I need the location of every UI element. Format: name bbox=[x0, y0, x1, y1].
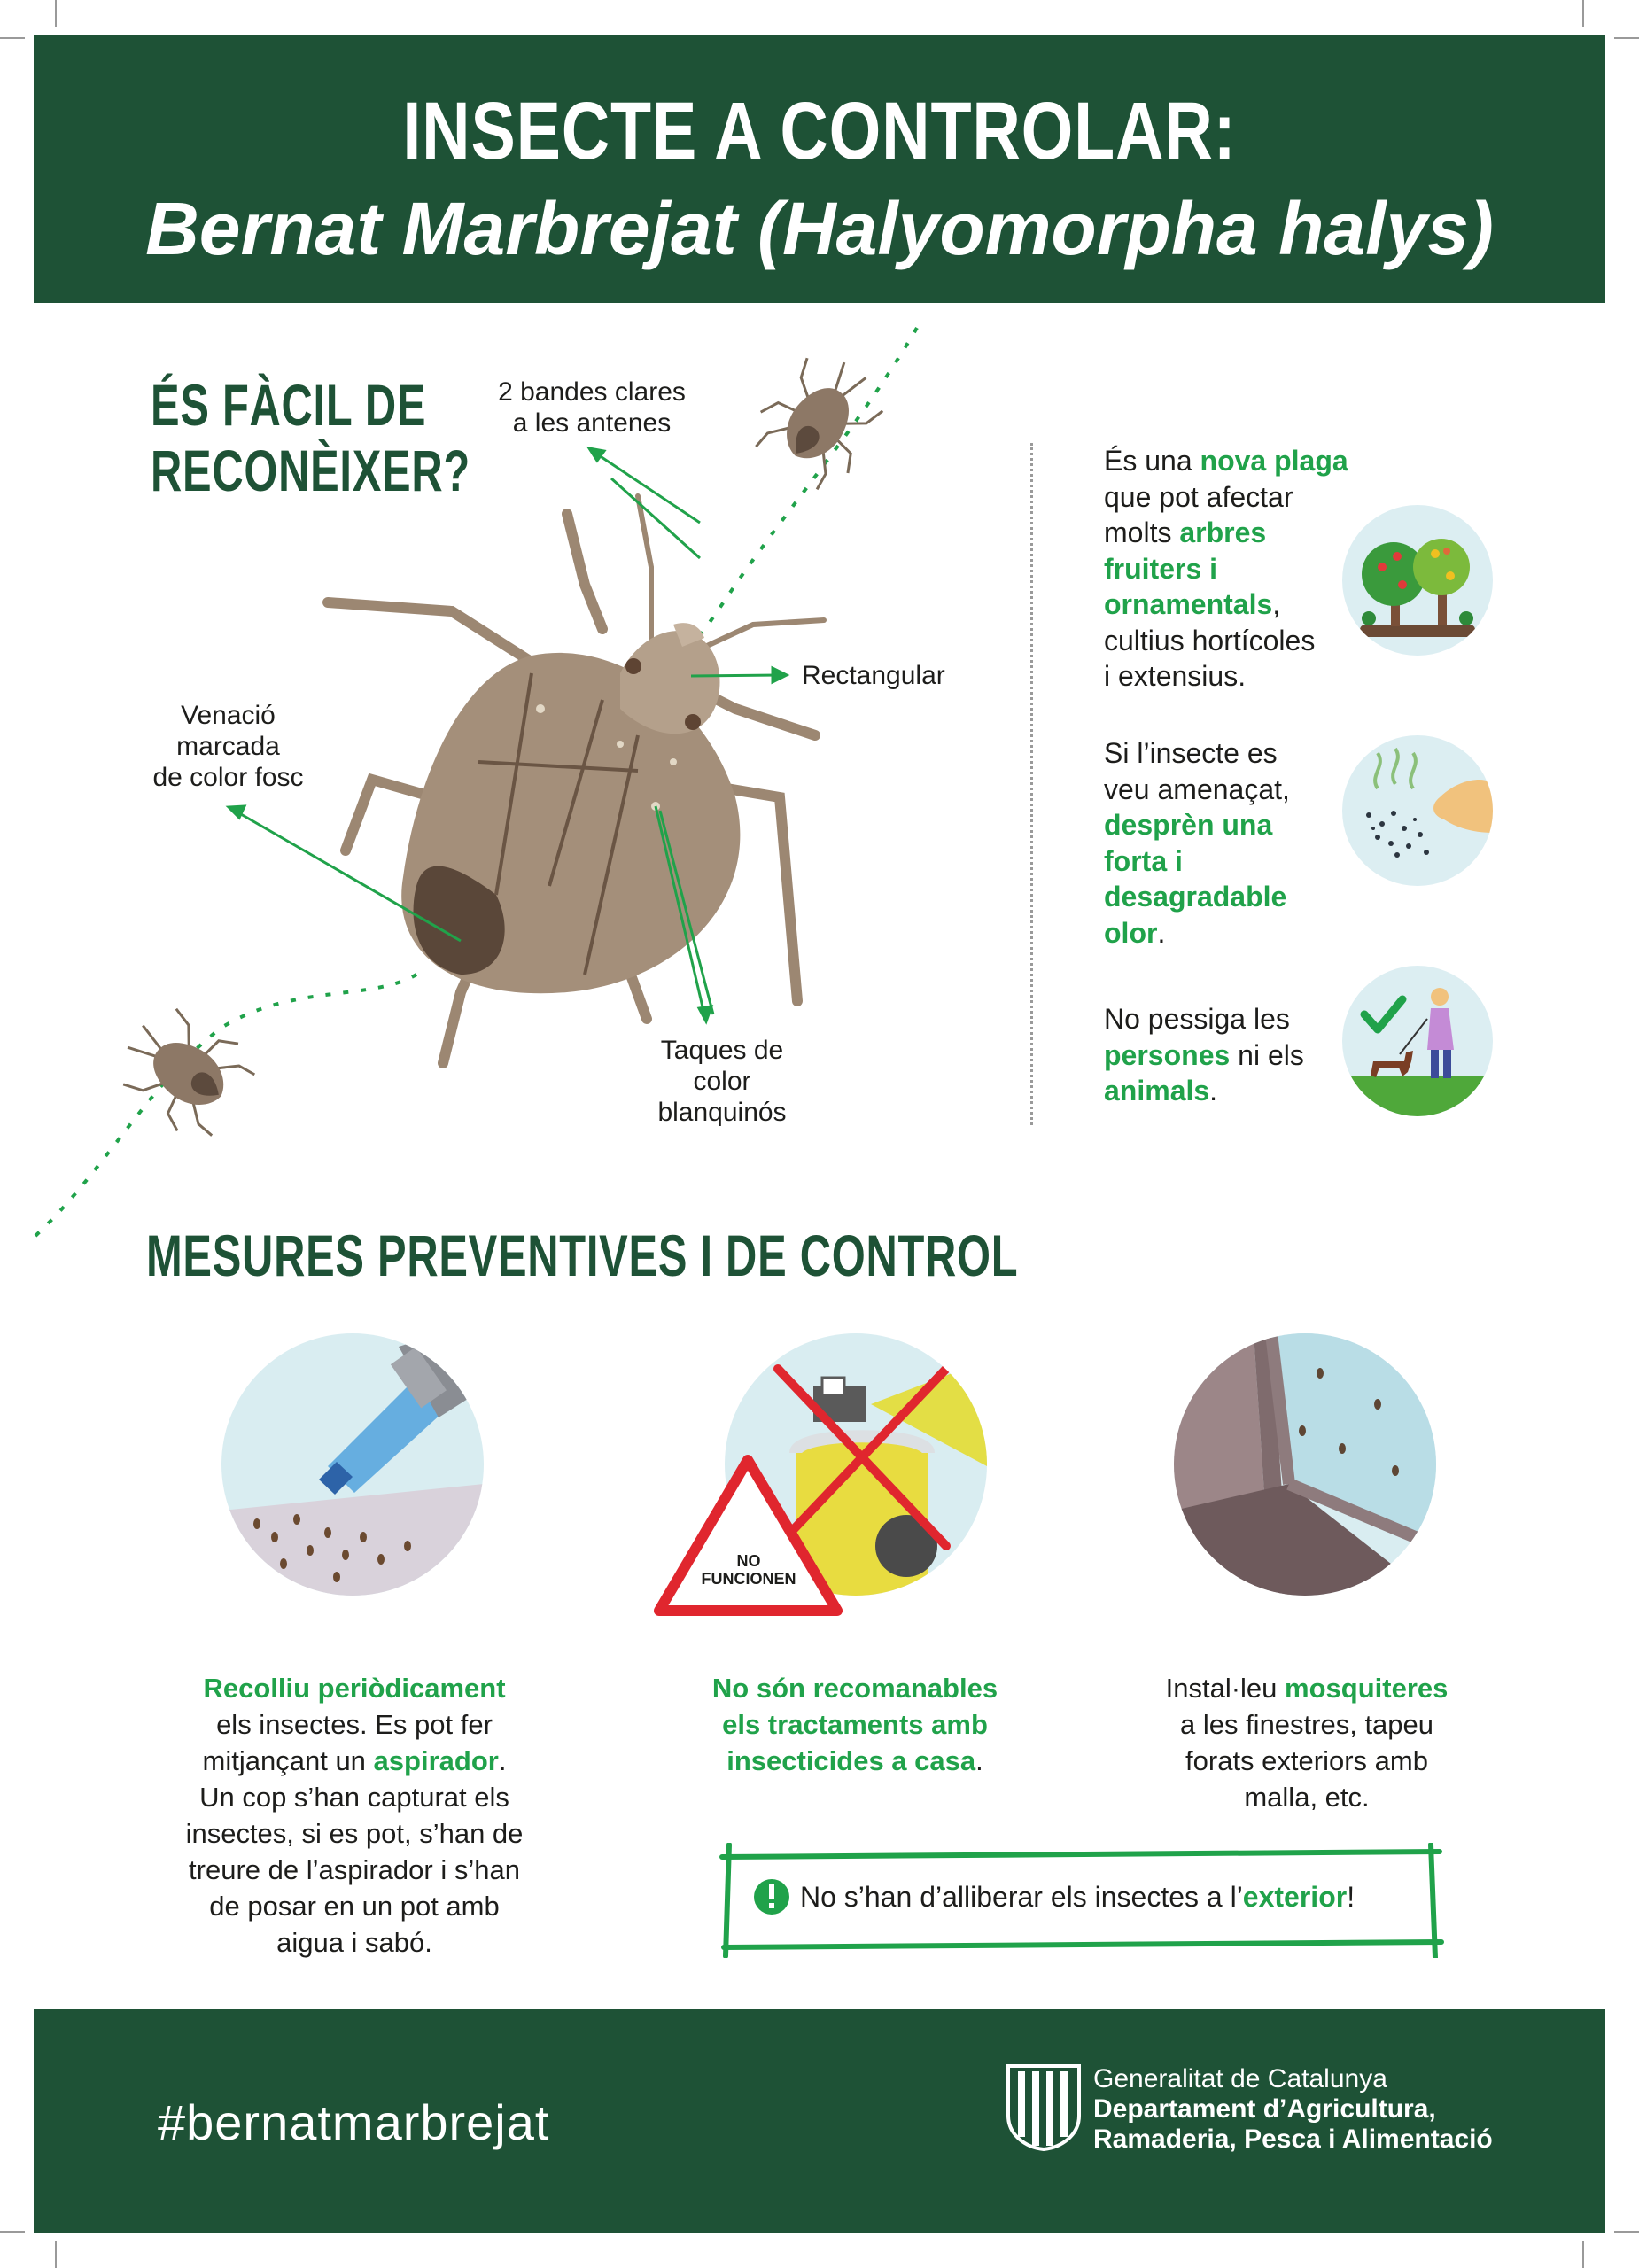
measure-segment: aigua i sabó. bbox=[276, 1927, 432, 1958]
fact-line bbox=[1104, 586, 1348, 623]
fact-line bbox=[1104, 658, 1348, 695]
recognize-title-line2: RECONÈIXER? bbox=[151, 438, 470, 503]
fact-line bbox=[1104, 1073, 1304, 1109]
fact-segment: desprèn una bbox=[1104, 809, 1273, 841]
window-mosquito-net-icon bbox=[1174, 1333, 1436, 1596]
fact-no-bite bbox=[1104, 1001, 1304, 1109]
section-divider bbox=[1030, 443, 1033, 1125]
measure-line bbox=[137, 1815, 571, 1852]
person-walking-dog-icon bbox=[1342, 966, 1493, 1116]
measure-segment: forats exteriors amb bbox=[1185, 1745, 1428, 1776]
measure-segment: Instal·leu bbox=[1165, 1673, 1286, 1704]
measure-segment: aspirador bbox=[373, 1745, 499, 1776]
fact-segment: És una bbox=[1104, 445, 1200, 477]
fact-line bbox=[1104, 807, 1290, 843]
org-line-1: Generalitat de Catalunya bbox=[1093, 2064, 1387, 2093]
fact-segment: . bbox=[1157, 916, 1166, 949]
fact-line bbox=[1104, 735, 1290, 772]
measure-segment: els tractaments amb bbox=[722, 1709, 988, 1740]
antennae-bands-label: 2 bandes clares a les antenes bbox=[498, 377, 686, 438]
measure-segment: Un cop s’han capturat els bbox=[199, 1782, 509, 1813]
measure-line bbox=[651, 1706, 1059, 1743]
measure-line bbox=[137, 1706, 571, 1743]
fact-segment: persones bbox=[1104, 1038, 1231, 1071]
generalitat-logo-icon bbox=[1005, 2062, 1083, 2151]
fact-segment: . bbox=[1209, 1075, 1218, 1107]
fact-segment: Si l’insecte es bbox=[1104, 737, 1278, 769]
fact-segment: veu amenaçat, bbox=[1104, 773, 1290, 805]
warning-segment: exterior bbox=[1242, 1881, 1348, 1913]
hashtag: #bernatmarbrejat bbox=[158, 2094, 550, 2150]
fruit-trees-icon bbox=[1342, 505, 1493, 656]
rectangular-label: Rectangular bbox=[802, 661, 945, 690]
fact-bad-smell bbox=[1104, 735, 1290, 951]
header-banner bbox=[34, 35, 1605, 303]
fact-line bbox=[1104, 515, 1348, 551]
measure-line bbox=[137, 1924, 571, 1961]
fact-segment: que pot afectar bbox=[1104, 480, 1293, 513]
fact-line bbox=[1104, 479, 1348, 516]
bad-smell-icon bbox=[1342, 735, 1493, 886]
measure-no-insecticides bbox=[651, 1670, 1059, 1779]
measure-segment: de posar en un pot amb bbox=[209, 1891, 500, 1922]
measure-segment: . bbox=[975, 1745, 983, 1776]
fact-line bbox=[1104, 772, 1290, 808]
fact-line bbox=[1104, 443, 1348, 479]
government-department bbox=[1093, 2064, 1493, 2155]
measure-line bbox=[137, 1779, 571, 1815]
warning-segment: No s’han d’alliberar els insectes a l’ bbox=[800, 1881, 1243, 1913]
fact-new-pest bbox=[1104, 443, 1348, 695]
fact-segment: , bbox=[1272, 588, 1281, 620]
small-bug-top-icon bbox=[743, 339, 899, 498]
measure-collect bbox=[137, 1670, 571, 1961]
measure-line bbox=[1121, 1743, 1493, 1779]
measure-segment: No són recomanables bbox=[711, 1673, 998, 1704]
warning-segment: ! bbox=[1347, 1881, 1355, 1913]
warning-triangle-icon bbox=[653, 1453, 843, 1617]
measures-section-title: MESURES PREVENTIVES I DE CONTROL bbox=[146, 1223, 1019, 1288]
fact-line bbox=[1104, 1001, 1304, 1037]
fact-segment: ornamentals bbox=[1104, 588, 1273, 620]
footer-banner bbox=[34, 2009, 1605, 2233]
measure-segment: . bbox=[498, 1745, 507, 1776]
org-line-3: Ramaderia, Pesca i Alimentació bbox=[1093, 2124, 1493, 2154]
main-bug-icon bbox=[328, 496, 824, 1063]
measure-line bbox=[651, 1670, 1059, 1706]
measure-segment: Recolliu periòdicament bbox=[203, 1673, 506, 1704]
no-work-sign-label: NO FUNCIONEN bbox=[701, 1552, 796, 1588]
measure-line bbox=[137, 1852, 571, 1888]
page-subtitle: Bernat Marbrejat (Halyomorpha halys) bbox=[145, 187, 1494, 270]
fact-line bbox=[1104, 551, 1348, 587]
fact-segment: No pessiga les bbox=[1104, 1003, 1290, 1035]
fact-segment: cultius hortícoles bbox=[1104, 624, 1316, 656]
fact-line bbox=[1104, 623, 1348, 659]
measure-segment: mosquiteres bbox=[1285, 1673, 1449, 1704]
measure-segment: els insectes. Es pot fer bbox=[216, 1709, 493, 1740]
measure-line bbox=[137, 1743, 571, 1779]
measure-line bbox=[1121, 1670, 1493, 1706]
page-title: INSECTE A CONTROLAR: bbox=[402, 86, 1237, 176]
measure-segment: mitjançant un bbox=[202, 1745, 374, 1776]
measure-segment: treure de l’aspirador i s’han bbox=[189, 1854, 520, 1885]
fact-segment: desagradable bbox=[1104, 881, 1287, 913]
fact-segment: ni els bbox=[1230, 1038, 1304, 1071]
measure-line bbox=[651, 1743, 1059, 1779]
org-line-2: Departament d’Agricultura, bbox=[1093, 2094, 1436, 2124]
fact-segment: animals bbox=[1104, 1075, 1210, 1107]
measure-line bbox=[1121, 1779, 1493, 1815]
warning-box bbox=[713, 1843, 1450, 1958]
warning-text bbox=[800, 1878, 1355, 1915]
fact-segment: olor bbox=[1104, 916, 1158, 949]
recognize-title-line1: ÉS FÀCIL DE bbox=[151, 372, 427, 438]
measure-line bbox=[137, 1888, 571, 1924]
vacuum-cleaner-icon bbox=[221, 1333, 484, 1596]
fact-segment: arbres bbox=[1179, 517, 1267, 548]
fact-segment: fruiters i bbox=[1104, 552, 1218, 585]
fact-segment: molts bbox=[1104, 517, 1180, 548]
measure-mosquito-nets bbox=[1121, 1670, 1493, 1815]
measure-line bbox=[137, 1670, 571, 1706]
fact-segment: nova plaga bbox=[1200, 445, 1348, 477]
fact-segment: forta i bbox=[1104, 844, 1183, 877]
fact-line bbox=[1104, 1037, 1304, 1074]
measure-segment: malla, etc. bbox=[1244, 1782, 1370, 1813]
flight-path-lower bbox=[35, 975, 416, 1236]
measure-line bbox=[1121, 1706, 1493, 1743]
fact-line bbox=[1104, 843, 1290, 880]
fact-line bbox=[1104, 915, 1290, 951]
measure-segment: a les finestres, tapeu bbox=[1179, 1709, 1434, 1740]
whitish-spots-label: Taques de color blanquinós bbox=[657, 1036, 787, 1127]
measure-segment: insecticides a casa bbox=[726, 1745, 976, 1776]
venation-label: Venació marcada de color fosc bbox=[152, 701, 304, 792]
fact-line bbox=[1104, 879, 1290, 915]
measure-segment: insectes, si es pot, s’han de bbox=[185, 1818, 524, 1849]
fact-segment: i extensius. bbox=[1104, 660, 1247, 692]
